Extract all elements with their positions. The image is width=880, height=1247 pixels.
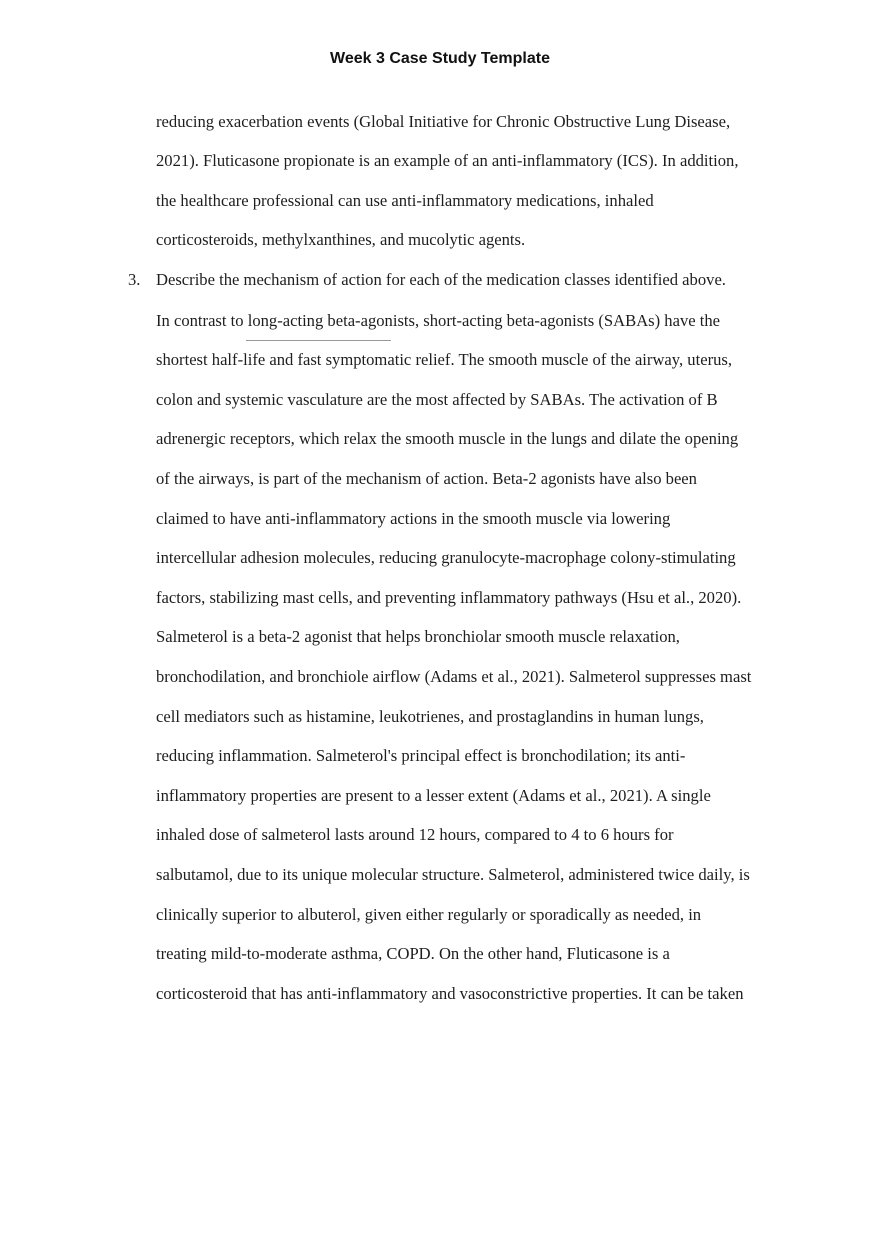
intro-line-3: the healthcare professional can use anti-inflammatory medications, inhaled — [156, 191, 654, 210]
answer-line-8: factors, stabilizing mast cells, and preventing inflammatory pathways (Hsu et al., 2020). — [156, 588, 742, 607]
answer-line-14: inhaled dose of salmeterol lasts around 12 hours, compared to 4 to 6 hours for — [156, 825, 674, 844]
answer-line-1: In contrast to long-acting beta-agonists, short-acting beta-agonists (SABAs) have the — [156, 311, 721, 330]
page-title: Week 3 Case Study Template — [330, 50, 550, 67]
answer-line-15: salbutamol, due to its unique molecular structure. Salmeterol, administered twice daily, is — [156, 865, 750, 884]
text-underline — [246, 340, 391, 341]
answer-line-6: claimed to have anti-inflammatory actions in the smooth muscle via lowering — [156, 509, 671, 528]
question-number: 3. — [128, 270, 141, 289]
answer-line-12: reducing inflammation. Salmeterol's principal effect is bronchodilation; its anti- — [156, 746, 686, 765]
answer-line-4: adrenergic receptors, which relax the smooth muscle in the lungs and dilate the opening — [156, 429, 739, 448]
answer-line-18: corticosteroid that has anti-inflammatory and vasoconstrictive properties. It can be taken — [156, 984, 744, 1003]
answer-line-17: treating mild-to-moderate asthma, COPD. On the other hand, Fluticasone is a — [156, 944, 670, 963]
answer-line-3: colon and systemic vasculature are the most affected by SABAs. The activation of B — [156, 390, 718, 409]
answer-line-13: inflammatory properties are present to a lesser extent (Adams et al., 2021). A single — [156, 786, 711, 805]
answer-line-10: bronchodilation, and bronchiole airflow (Adams et al., 2021). Salmeterol suppresses mast — [156, 667, 752, 686]
intro-line-2: 2021). Fluticasone propionate is an example of an anti-inflammatory (ICS). In addition, — [156, 151, 739, 170]
answer-line-5: of the airways, is part of the mechanism of action. Beta-2 agonists have also been — [156, 469, 697, 488]
question-text: Describe the mechanism of action for each of the medication classes identified above. — [156, 270, 726, 289]
answer-line-2: shortest half-life and fast symptomatic relief. The smooth muscle of the airway, uterus, — [156, 350, 733, 369]
intro-line-1: reducing exacerbation events (Global Initiative for Chronic Obstructive Lung Disease, — [156, 112, 731, 131]
answer-line-16: clinically superior to albuterol, given either regularly or sporadically as needed, in — [156, 905, 702, 924]
answer-line-7: intercellular adhesion molecules, reducing granulocyte-macrophage colony-stimulating — [156, 548, 736, 567]
answer-line-11: cell mediators such as histamine, leukotrienes, and prostaglandins in human lungs, — [156, 707, 704, 726]
answer-line-9: Salmeterol is a beta-2 agonist that helps bronchiolar smooth muscle relaxation, — [156, 627, 680, 646]
intro-line-4: corticosteroids, methylxanthines, and mucolytic agents. — [156, 230, 526, 249]
